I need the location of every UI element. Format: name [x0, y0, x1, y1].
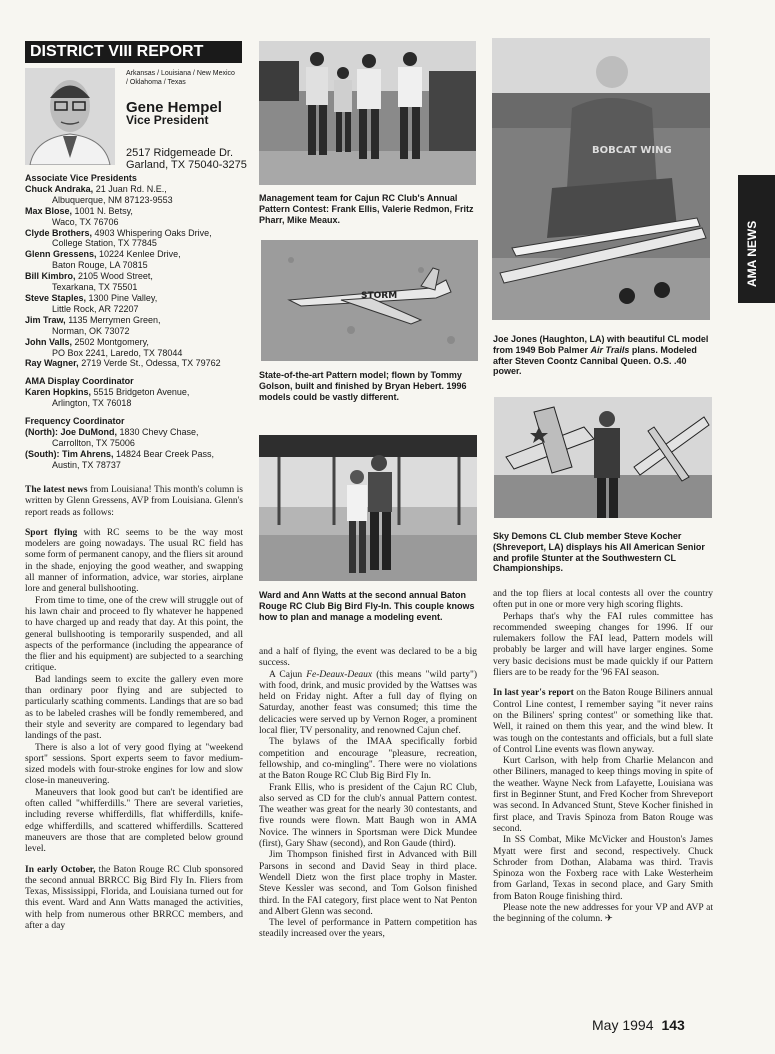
caption-joe-jones-a: Joe Jones (Haughton, LA) with beautiful CL model from 1949 Bob Palmer: [493, 334, 709, 355]
freq-heading: Frequency Coordinator: [25, 416, 125, 427]
paragraph: [25, 485, 243, 519]
paragraph: and a half of flying, the event was declared to be a big success.: [259, 647, 477, 669]
issue-date: May 1994: [592, 1017, 654, 1033]
avp-line2: Little Rock, AR 72207: [52, 303, 139, 314]
page-number: 143: [661, 1017, 685, 1033]
paragraph: In SS Combat, Mike McVicker and Houston's James Myatt were first and second, respectively. Chuck Schroder from Dothan, Alabama was third. Travis Spinoza won the Foxberg race with Lake Westerheim from Garland, Texas in second place, and Gary Smith from Baton Rouge finishing third.: [493, 835, 713, 902]
caption-watts-couple: Ward and Ann Watts at the second annual Baton Rouge RC Club Big Bird Fly-In. This couple knows how to plan and manage a modeling event.: [259, 590, 475, 622]
paragraph: Bad landings seem to excite the gallery even more than ordinary poor flying and are subjected to particularly scathing comments. Landings that are so bad as to be labeled crashes will be fondly remembered, and their style and severity are compared to legendary bad landings of the past.: [25, 674, 243, 742]
avp-line2: Baton Rouge, LA 70815: [52, 260, 148, 271]
caption-joe-jones-italic: Air Trails: [590, 344, 630, 355]
display-heading: AMA Display Coordinator: [25, 376, 134, 387]
avp-line1: 10224 Kenlee Drive,: [96, 249, 181, 260]
avp-heading: Associate Vice Presidents: [25, 173, 137, 183]
avp-line1: 1300 Pine Valley,: [86, 292, 158, 303]
avp-entry: [25, 206, 250, 228]
caption-joe-jones-b: plans. Modeled after Steven Coontz Cannibal Queen. O.S. .40 power.: [493, 344, 697, 377]
paragraph: Maneuvers that look good but can't be identified are often called "whifferdills." There are several varieties, including reverse whifferdills, flat whifferdills, knife-edge whifferdills, and scattered whifferdills. Scattered maneuvers are those that are completed below ground level.: [25, 787, 243, 855]
lead-in: In last year's report: [493, 688, 574, 699]
avp-line1: 4903 Whispering Oaks Drive,: [92, 227, 212, 238]
vp-address-line2: Garland, TX 75040-3275: [126, 159, 247, 171]
avp-line1: 1135 Merrymen Green,: [65, 314, 161, 325]
avp-name: Max Blose,: [25, 205, 73, 216]
italic-term: Fe-Deaux-Deaux: [306, 669, 373, 680]
avp-entry: [25, 358, 250, 369]
section-header: DISTRICT VIII REPORT: [25, 41, 242, 63]
display-line1: 5515 Bridgeton Avenue,: [91, 387, 190, 398]
avp-entry: [25, 184, 250, 206]
avp-entry: [25, 337, 250, 359]
paragraph: [25, 528, 243, 596]
freq-name: (North): Joe DuMond,: [25, 426, 117, 437]
avp-entry: [25, 315, 250, 337]
avp-entry: [25, 249, 250, 271]
paragraph: There is also a lot of very good flying at "weekend sport" sessions. Sport experts seem to favor medium-sized models with four-stroke engines for low and slow close-in maneuvering.: [25, 742, 243, 787]
avp-line2: Albuquerque, NM 87123-9553: [52, 194, 173, 205]
paragraph: [259, 670, 477, 738]
avp-name: Steve Staples,: [25, 292, 87, 303]
paragraph-text: on the Baton Rouge Biliners annual Control Line contest, I remember saying "it never rains on the Biliners' spring contest" or something like that. Well, it rained on them this year, and the wind blew. It was tough on the contestants and officials, but a full slate of Control Line events was flown anyway.: [493, 688, 713, 755]
avp-line2: Texarkana, TX 75501: [52, 282, 138, 293]
officer-directory: [25, 173, 250, 471]
paragraph-text: with RC seems to be the way most modelers are going nowadays. The usual RC field has some form of permanent canopy, and the fliers sit around in the shade, enjoying the good weather, and swapping all manner of information, advice, war stories, airplane lore and general bullshooting.: [25, 527, 243, 595]
photo-pattern-model: [261, 240, 478, 361]
storm-lettering: STORM: [361, 291, 398, 301]
paragraph: [25, 865, 243, 933]
paragraph: Perhaps that's why the FAI rules committee has recommended sweeping changes for 1996. If our rulemakers follow the FAI lead, Pattern models will probably be larger and will have larger engines. Some very basic decisions must be made quickly if our Pattern fliers are to be ready for the '96 FAI season.: [493, 611, 713, 679]
avp-line2: Waco, TX 76706: [52, 216, 119, 227]
avp-name: Chuck Andraka,: [25, 183, 94, 194]
display-name: Karen Hopkins,: [25, 387, 92, 398]
paragraph: [493, 903, 713, 926]
paragraph: The bylaws of the IMAA specifically forbid competition and encourage "pleasure, recreation, fellowship, and co-mingling". There were no violations at the Baton Rouge RC Club Big Bird Fly In.: [259, 737, 477, 782]
paragraph-text: the Baton Rouge RC Club sponsored the second annual BRRCC Big Bird Fly In. Fliers from Texas, Mississippi, Florida, and Louisiana turned out for this event. Ward and Ann Watts managed the activities, with help from numerous other BRRCC members, and after a day: [25, 864, 243, 931]
freq-line1: 14824 Bear Creek Pass,: [113, 448, 215, 459]
avp-line1: 2105 Wood Street,: [75, 271, 153, 282]
caption-management-team: Management team for Cajun RC Club's Annual Pattern Contest: Frank Ellis, Valerie Redmon, Fritz Pharr, Mike Meaux.: [259, 193, 474, 225]
freq-entry: [25, 449, 250, 471]
freq-line2: Carrollton, TX 75006: [52, 437, 135, 448]
caption-pattern-model: State-of-the-art Pattern model; flown by Tommy Golson, built and finished by Bryan Hebert. 1996 models could be vastly different.: [259, 370, 467, 402]
avp-entry: [25, 293, 250, 315]
freq-name: (South): Tim Ahrens,: [25, 448, 114, 459]
avp-line1: 2719 Verde St., Odessa, TX 79762: [78, 358, 221, 369]
paragraph: Kurt Carlson, with help from Charlie Melancon and other Biliners, managed to keep things moving in spite of the weather. Wayne Neck from Lafayette, Louisiana was first in Beginner Stunt, and Fred Kocher from Shreveport was second. In Advanced Stunt, Steve Kocher finished in first place, and Travis Spinoza from Baton Rouge was second.: [493, 756, 713, 834]
paragraph: From time to time, one of the crew will struggle out of his lawn chair and proceed to fly whatever he happened to have charged up and ready that day. At this point, the general bullshooting is temporarily suspended, and all aspects of the performance (including the appearance of the flier and his equipment) are subjected to a searching critique.: [25, 595, 243, 674]
avp-name: Glenn Gressens,: [25, 249, 97, 260]
avp-name: John Valls,: [25, 336, 73, 347]
paragraph: Jim Thompson finished first in Advanced with Bill Parsons in second and David Seay in third place. Wendell Dietz won the first place trophy in Master. Steve Kessler was second, and Tom Golson finished third. In the FAI category, first place went to Nat Penton and Albert Glenn was second.: [259, 850, 477, 917]
avp-name: Jim Traw,: [25, 314, 66, 325]
caption-steve-kocher: Sky Demons CL Club member Steve Kocher (Shreveport, LA) displays his All American Senior and profile Stunter at the Southwestern CL Championships.: [493, 531, 705, 574]
photo-joe-jones-biplane: [492, 38, 710, 320]
display-line2: Arlington, TX 76018: [52, 398, 132, 409]
paragraph: Frank Ellis, who is president of the Cajun RC Club, also served as CD for the club's annual Pattern contest. The weather was great for the nearly 30 contestants, and five rounds were flown. Matt Baugh won in AMA Novice. The winners in Sportsman were Dick Mundee (first), Gary Shaw (second), and Ron Gaude (third).: [259, 782, 477, 850]
page-footer: [592, 1017, 685, 1033]
paragraph: and the top fliers at local contests all over the country often put in one or more very high scoring flights.: [493, 589, 713, 611]
avp-name: Clyde Brothers,: [25, 227, 93, 238]
freq-entry: [25, 427, 250, 449]
article-column-2: [259, 647, 477, 941]
paragraph: The level of performance in Pattern competition has steadily increased over the years,: [259, 918, 477, 940]
avp-line2: PO Box 2241, Laredo, TX 78044: [52, 347, 183, 358]
vp-portrait: [25, 68, 115, 165]
ama-news-tab: [738, 175, 775, 303]
paragraph-text: Please note the new addresses for your VP and AVP at the beginning of the column.: [493, 903, 713, 925]
lead-in: In early October,: [25, 864, 96, 875]
photo-steve-kocher: [494, 397, 712, 518]
paragraph-text: (this means "wild party") with food, drink, and music provided by the Wattses was held on Friday night. After a full day of flying on Saturday, another feast was consumed; this time the delicacies were served up by Vernon Roger, a prominent local flier, TV personality, and renowned Cajun chef.: [259, 669, 477, 737]
freq-line2: Austin, TX 78737: [52, 459, 121, 470]
lead-in: Sport flying: [25, 527, 78, 538]
avp-line1: 1001 N. Betsy,: [72, 205, 133, 216]
vp-address-line1: 2517 Ridgemeade Dr.: [126, 147, 234, 159]
article-column-3: [493, 589, 713, 926]
vp-address: [126, 147, 247, 171]
avp-entry: [25, 271, 250, 293]
vp-name: Gene Hempel: [126, 99, 222, 116]
airplane-end-icon: ✈: [604, 914, 613, 925]
avp-name: Ray Wagner,: [25, 358, 79, 369]
paragraph: [493, 688, 713, 756]
caption-joe-jones: [493, 334, 714, 377]
photo-management-team: [259, 41, 476, 185]
bobcat-shirt-lettering: BOBCAT WING: [592, 145, 672, 156]
avp-entry: [25, 228, 250, 250]
avp-line2: College Station, TX 77845: [52, 238, 157, 249]
lead-in: The latest news: [25, 485, 88, 495]
avp-line1: 21 Juan Rd. N.E.,: [93, 183, 167, 194]
paragraph-text: A Cajun: [269, 669, 307, 680]
display-entry: [25, 387, 250, 409]
avp-line2: Norman, OK 73072: [52, 325, 130, 336]
district-states: Arkansas / Louisiana / New Mexico / Oklahoma / Texas: [126, 70, 235, 86]
vp-title: Vice President: [126, 113, 209, 127]
paragraph-text: from Louisiana! This month's column is written by Glenn Gressens, AVP from Louisiana. Glenn's report reads as follows:: [25, 485, 243, 518]
freq-line1: 1830 Chevy Chase,: [116, 426, 199, 437]
avp-name: Bill Kimbro,: [25, 271, 76, 282]
article-column-1: [25, 485, 243, 932]
photo-watts-couple: [259, 435, 477, 581]
ama-news-label: AMA NEWS: [745, 220, 759, 287]
avp-line1: 2502 Montgomery,: [72, 336, 149, 347]
